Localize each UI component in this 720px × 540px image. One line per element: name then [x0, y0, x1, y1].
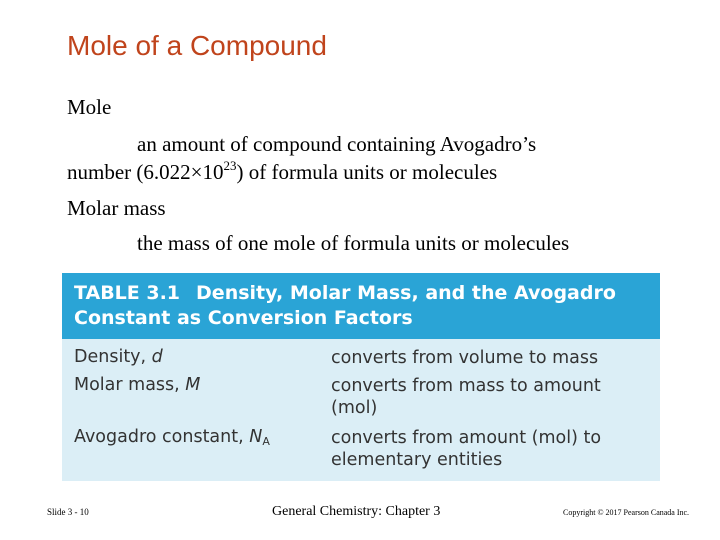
table-row-quantity: Molar mass, M — [74, 375, 201, 395]
slide-number: Slide 3 - 10 — [47, 507, 89, 517]
exponent: 23 — [223, 158, 237, 173]
footer-copyright: Copyright © 2017 Pearson Canada Inc. — [563, 508, 690, 517]
slide-title: Mole of a Compound — [67, 30, 327, 61]
table-row-quantity: Avogadro constant, $N_A$ — [74, 427, 270, 448]
term-molar-mass: Molar mass — [67, 196, 166, 220]
table-row-conversion: converts from volume to mass — [331, 348, 599, 368]
table-header — [62, 273, 660, 339]
definition-molar-mass: the mass of one mole of formula units or molecules — [137, 231, 570, 255]
footer-course: General Chemistry: Chapter 3 — [272, 504, 441, 519]
definition-mole-line2 — [67, 160, 497, 184]
avogadro-constant-symbol: $N_A$ — [249, 427, 270, 448]
definition-mole-tail: ) of formula units or molecules — [236, 160, 498, 184]
avogadro-number-text: number (6.022×10 — [67, 160, 224, 184]
table-header-line1 — [74, 282, 616, 304]
table-row-conversion: converts from amount (mol) to elementary entities — [331, 428, 602, 470]
term-mole: Mole — [67, 95, 112, 119]
conversion-factors-table — [62, 273, 660, 481]
density-symbol: d — [151, 347, 163, 367]
table-number: TABLE 3.1 — [74, 282, 181, 304]
definition-mole-line1: an amount of compound containing Avogadro’s — [137, 132, 537, 156]
table-title-line2: Constant as Conversion Factors — [74, 307, 413, 329]
table-row-conversion: converts from mass to amount (mol) — [331, 376, 601, 418]
table-row-quantity: Density, d — [74, 347, 163, 367]
table-title-line1: Density, Molar Mass, and the Avogadro — [196, 282, 616, 304]
molar-mass-symbol: M — [185, 375, 201, 395]
